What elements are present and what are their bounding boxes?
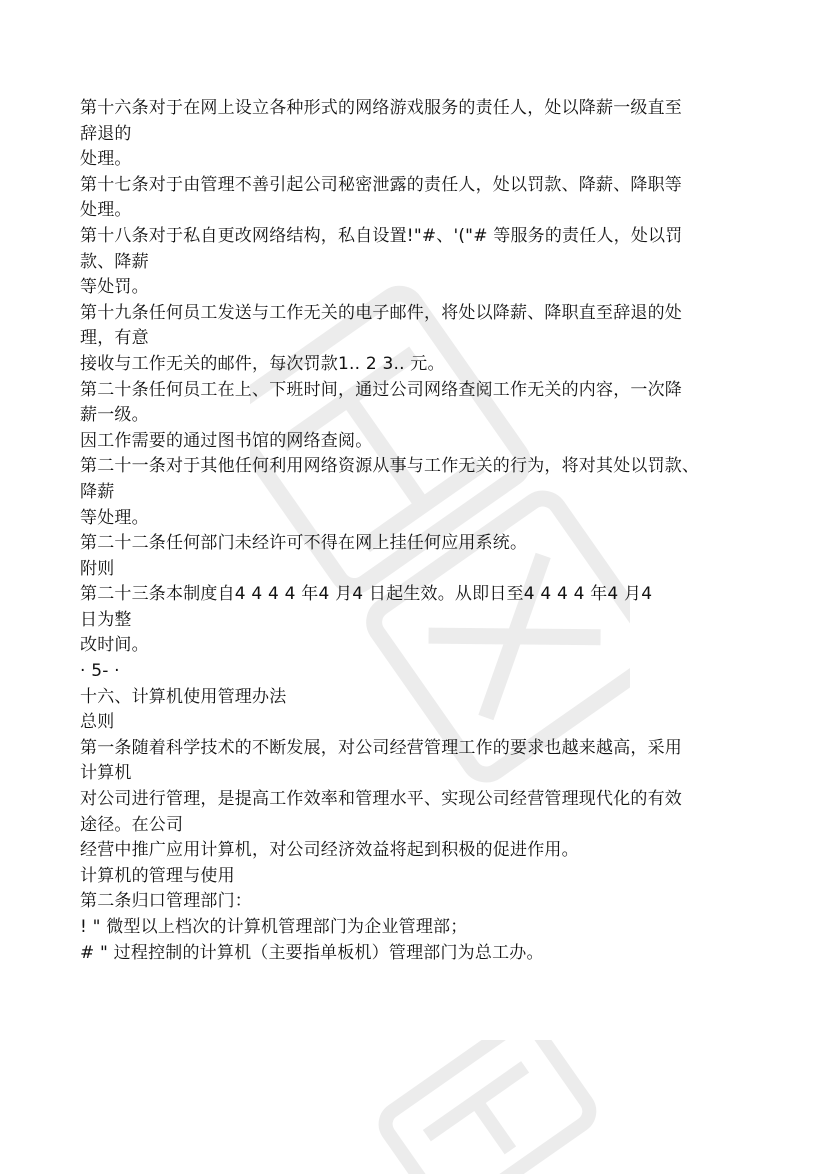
- text-line: 接收与工作无关的邮件，每次罚款1.. 2 3.. 元。: [80, 353, 445, 374]
- text-line: 第二条归口管理部门：: [80, 891, 252, 912]
- text-line: 第二十二条任何部门未经许可不得在网上挂任何应用系统。: [80, 533, 528, 554]
- text-line: 第十八条对于私自更改网络结构，私自设置!"#、'("# 等服务的责任人，处以罚: [80, 225, 683, 246]
- text-line: 款、降薪: [80, 251, 149, 272]
- text-line: 等处罚。: [80, 277, 149, 298]
- text-line: 辞退的: [80, 123, 132, 144]
- page-number: · 5- ·: [80, 661, 120, 682]
- text-line: 日为整: [80, 609, 132, 630]
- section-heading: 计算机的管理与使用: [80, 865, 235, 886]
- section-heading: 总则: [80, 712, 115, 733]
- text-line: 途径。在公司: [80, 814, 184, 835]
- document-body: [80, 96, 780, 966]
- section-heading: 附则: [80, 558, 115, 579]
- text-line: 薪一级。: [80, 405, 149, 426]
- text-line: 改时间。: [80, 635, 149, 656]
- text-line: 第十七条对于由管理不善引起公司秘密泄露的责任人，处以罚款、降薪、降职等: [80, 174, 682, 195]
- watermark-graphic-bottom: [330, 1040, 630, 1174]
- text-line: # " 过程控制的计算机（主要指单板机）管理部门为总工办。: [80, 942, 544, 963]
- text-line: 因工作需要的通过图书馆的网络查阅。: [80, 430, 373, 451]
- text-line: 第二十一条对于其他任何利用网络资源从事与工作无关的行为，将对其处以罚款、: [80, 456, 700, 477]
- text-line: 对公司进行管理，是提高工作效率和管理水平、实现公司经营管理现代化的有效: [80, 789, 682, 810]
- chapter-title: 十六、计算机使用管理办法: [80, 686, 287, 707]
- text-line: 经营中推广应用计算机，对公司经济效益将起到积极的促进作用。: [80, 840, 579, 861]
- text-line: 第二十三条本制度自4 4 4 4 年4 月4 日起生效。从即日至4 4 4 4 年4 月4: [80, 584, 653, 605]
- text-line: 理，有意: [80, 328, 149, 349]
- text-line: 降薪: [80, 481, 115, 502]
- text-line: 第十九条任何员工发送与工作无关的电子邮件，将处以降薪、降职直至辞退的处: [80, 302, 682, 323]
- text-line: 第一条随着科学技术的不断发展，对公司经营管理工作的要求也越来越高，采用: [80, 737, 682, 758]
- text-line: 第十六条对于在网上设立各种形式的网络游戏服务的责任人，处以降薪一级直至: [80, 98, 682, 118]
- text-line: 处理。: [80, 149, 132, 170]
- text-line: 计算机: [80, 763, 132, 784]
- text-line: 处理。: [80, 200, 132, 221]
- text-line: 第二十条任何员工在上、下班时间，通过公司网络查阅工作无关的内容，一次降: [80, 379, 682, 400]
- text-line: ! " 微型以上档次的计算机管理部门为企业管理部；: [80, 917, 468, 937]
- text-line: 等处理。: [80, 507, 149, 528]
